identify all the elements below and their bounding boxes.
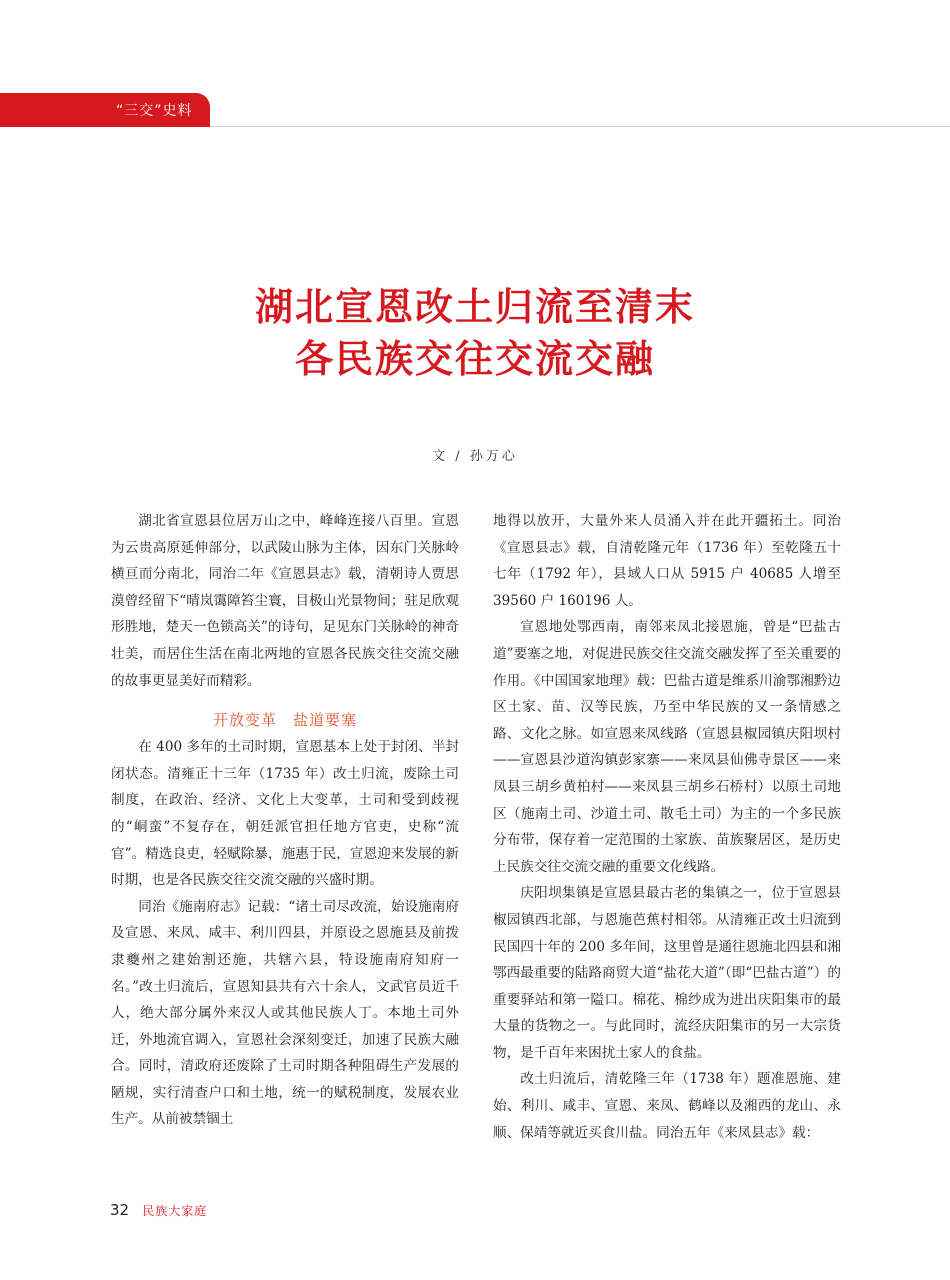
section-tag [0,93,210,127]
author-byline: 文 / 孙万心 [432,449,518,464]
magazine-name: 民族大家庭 [142,1204,208,1218]
article-title-line-1: 湖北宣恩改土归流至清末 [254,284,695,329]
paragraph: 湖北省宣恩县位居万山之中，峰峰连接八百里。宣恩为云贵高原延伸部分，以武陵山脉为主体，因东门关脉岭横亘而分南北，同治二年《宣恩县志》载，清朝诗人贾思漠曾经留下“晴岚霭障笞尘寰，目极山光景物间；驻足欣观形胜地，楚天一色锁高关”的诗句，足见东门关脉岭的神奇壮美，而居住生活在南北两地的宣恩各民族交往交流交融的故事更显美好而精彩。 [111,513,459,689]
left-column [111,508,459,1133]
paragraph: 在 400 多年的土司时期，宣恩基本上处于封闭、半封闭状态。清雍正十三年（1735 年）改土归流，废除土司制度，在政治、经济、文化上大变革，土司和受到歧视的“峒蛮”不复存在，朝廷派官担任地方官吏，史称“流官”。精选良吏，轻赋除暴，施惠于民，宣恩迎来发展的新时期，也是各民族交往交流交融的兴盛时期。 [111,739,459,889]
article-title-line-2: 各民族交往交流交融 [294,336,655,381]
paragraph: 改土归流后，清乾隆三年（1738 年）题准恩施、建始、利川、咸丰、宣恩、来凤、鹤峰以及湘西的龙山、永顺、保靖等就近买食川盐。同治五年《来凤县志》载： [493,1071,841,1141]
paragraph: 地得以放开，大量外来人员涌入并在此开疆拓土。同治《宣恩县志》载，自清乾隆元年（1736 年）至乾隆五十七年（1792 年），县域人口从 5915 户 40685 人增至 39560 户 160196 人。 [493,513,841,609]
section-tag-label: “三交”史料 [116,103,193,119]
right-column [493,508,841,1146]
header-rule [210,126,950,127]
paragraph: 庆阳坝集镇是宣恩县最古老的集镇之一，位于宣恩县椒园镇西北部，与恩施芭蕉村相邻。从清雍正改土归流到民国四十年的 200 多年间，这里曾是通往恩施北四县和湘鄂西最重要的陆路商贸大道“盐花大道”（即“巴盐古道”）的重要驿站和第一隘口。棉花、棉纱成为进出庆阳集市的最大量的货物之一。与此同时，流经庆阳集市的另一大宗货物，是千百年来困扰土家人的食盐。 [493,885,841,1061]
section-heading: 开放变革 盐道要塞 [212,711,357,730]
page-number: 32 [110,1201,130,1219]
paragraph: 同治《施南府志》记载：“诸土司尽改流，始设施南府及宣恩、来凤、咸丰、利川四县，并原设之恩施县及前拨隶夔州之建始割还施，共辖六县，特设施南府知府一名。”改土归流后，宣恩知县共有六十余人，文武官员近千人，绝大部分属外来汉人或其他民族人丁。本地土司外迁，外地流官调入，宣恩社会深刻变迁，加速了民族大融合。同时，清政府还废除了土司时期各种阻碍生产发展的陋规，实行清查户口和土地，统一的赋税制度，发展农业生产。从前被禁锢土 [111,898,459,1128]
paragraph: 宣恩地处鄂西南，南邻来凤北接恩施，曾是“巴盐古道”要塞之地，对促进民族交往交流交融发挥了至关重要的作用。《中国国家地理》载：巴盐古道是维系川渝鄂湘黔边区土家、苗、汉等民族，乃至中华民族的又一条情感之路、文化之脉。如宣恩来凤线路（宣恩县椒园镇庆阳坝村——宣恩县沙道沟镇彭家寨——来凤县仙佛寺景区——来凤县三胡乡黄柏村——来凤县三胡乡石桥村）以原土司地区（施南土司、沙道土司、散毛土司）为主的一个多民族分布带，保存着一定范围的土家族、苗族聚居区，是历史上民族交往交流交融的重要文化线路。 [493,619,841,875]
page-footer [110,1200,207,1219]
